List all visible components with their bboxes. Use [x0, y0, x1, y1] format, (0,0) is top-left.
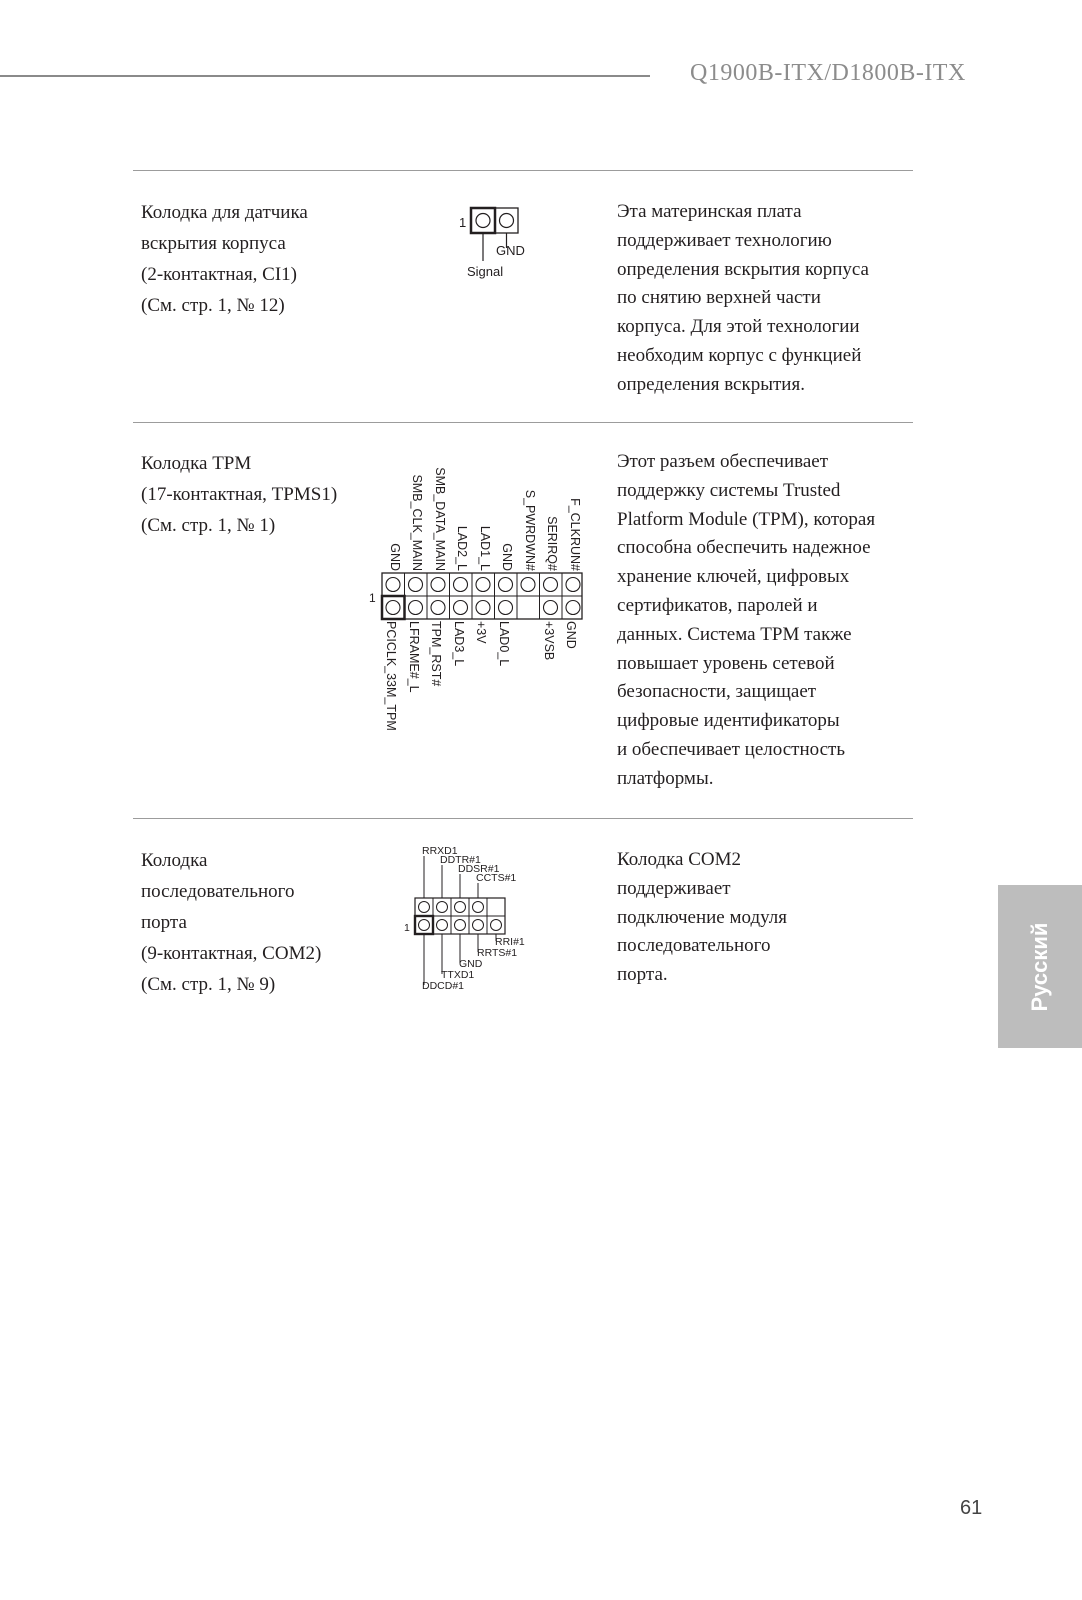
tpm-pin-label: TPM_RST# — [429, 621, 443, 687]
tpm-pin-label: F_CLKRUN# — [568, 498, 582, 571]
section-divider — [133, 170, 913, 171]
tpm-pin-label: PCICLK_33M_TPM — [384, 621, 398, 731]
pin1-marker: 1 — [404, 922, 410, 934]
ci1-pin-diagram — [455, 200, 565, 290]
tpm-pin-label: LAD2_L — [455, 525, 469, 571]
pin-label-signal: Signal — [467, 264, 504, 279]
pin-box — [495, 208, 518, 233]
section-divider — [133, 422, 913, 423]
tpm-header-label: Колодка TPM (17-контактная, TPMS1) (См. стр. 1, № 1) — [141, 453, 338, 536]
pin1-marker: 1 — [459, 215, 467, 230]
tpm-description: Этот разъем обеспечивает поддержку системы Trusted Platform Module (TPM), которая способна обеспечить надежное хранение ключей, цифровых сертификатов, паролей и данных. Система TPM также повышает уровень сетевой безопасности, защищает цифровые идентификаторы и обеспечивает целостность платформы. — [617, 451, 876, 789]
com2-pin-label: RRXD1 — [422, 845, 458, 857]
com2-description: Колодка COM2 поддерживает подключение модуля последовательного порта. — [617, 849, 788, 986]
pin-label-gnd: GND — [496, 243, 525, 258]
com2-header-label: Колодка последовательного порта (9-контактная, COM2) (См. стр. 1, № 9) — [141, 850, 322, 995]
com2-pin-label: RRTS#1 — [477, 947, 518, 959]
pin-box — [471, 208, 495, 233]
tpm-pin-label: SERIRQ# — [545, 516, 559, 571]
section-divider — [133, 818, 913, 819]
pin-hole — [476, 214, 490, 228]
tpm-pin-label: SMB_DATA_MAIN — [433, 467, 447, 571]
language-tab — [998, 885, 1082, 1048]
ci1-header-label: Колодка для датчика вскрытия корпуса (2-контактная, CI1) (См. стр. 1, № 12) — [141, 202, 308, 316]
com2-pin-label: DDCD#1 — [422, 980, 465, 992]
com2-pin-label: GND — [459, 958, 483, 970]
com2-pin-label: CCTS#1 — [476, 872, 517, 884]
pin1-box — [382, 596, 405, 619]
pin1-box — [415, 916, 433, 934]
tpm-pin-label: GND — [500, 543, 514, 571]
tpm-pin-label: LFRAME#_L — [407, 621, 421, 693]
language-tab-label: Русский — [1027, 922, 1052, 1011]
ci1-description: Эта материнская плата поддерживает технологию определения вскрытия корпуса по снятию верхней части корпуса. Для этой технологии необходим корпус с функцией определения вскрытия. — [617, 201, 869, 395]
model-title: Q1900B-ITX/D1800B-ITX — [690, 60, 966, 86]
header-rule — [0, 75, 650, 77]
page-number: 61 — [960, 1497, 983, 1519]
com2-pin-label: TTXD1 — [441, 969, 475, 981]
tpm-pin-diagram — [369, 445, 595, 731]
tpm-pin-label: +3VSB — [542, 621, 556, 661]
pin1-marker: 1 — [369, 591, 376, 605]
tpm-pin-label: +3V — [474, 621, 488, 644]
com2-pin-label: DDTR#1 — [440, 854, 481, 866]
com2-pin-label: RRI#1 — [495, 936, 525, 948]
tpm-pin-label: GND — [564, 621, 578, 649]
tpm-pin-label: LAD0_L — [497, 621, 511, 667]
com2-pin-label: DDSR#1 — [458, 863, 500, 875]
com2-pin-diagram — [400, 842, 550, 1000]
tpm-pin-label: S_PWRDWN# — [523, 489, 537, 571]
tpm-pin-label: SMB_CLK_MAIN — [410, 474, 424, 571]
pin-hole — [500, 214, 514, 228]
tpm-pin-label: GND — [388, 543, 402, 571]
tpm-pin-label: LAD3_L — [452, 621, 466, 667]
tpm-pin-label: LAD1_L — [478, 525, 492, 571]
